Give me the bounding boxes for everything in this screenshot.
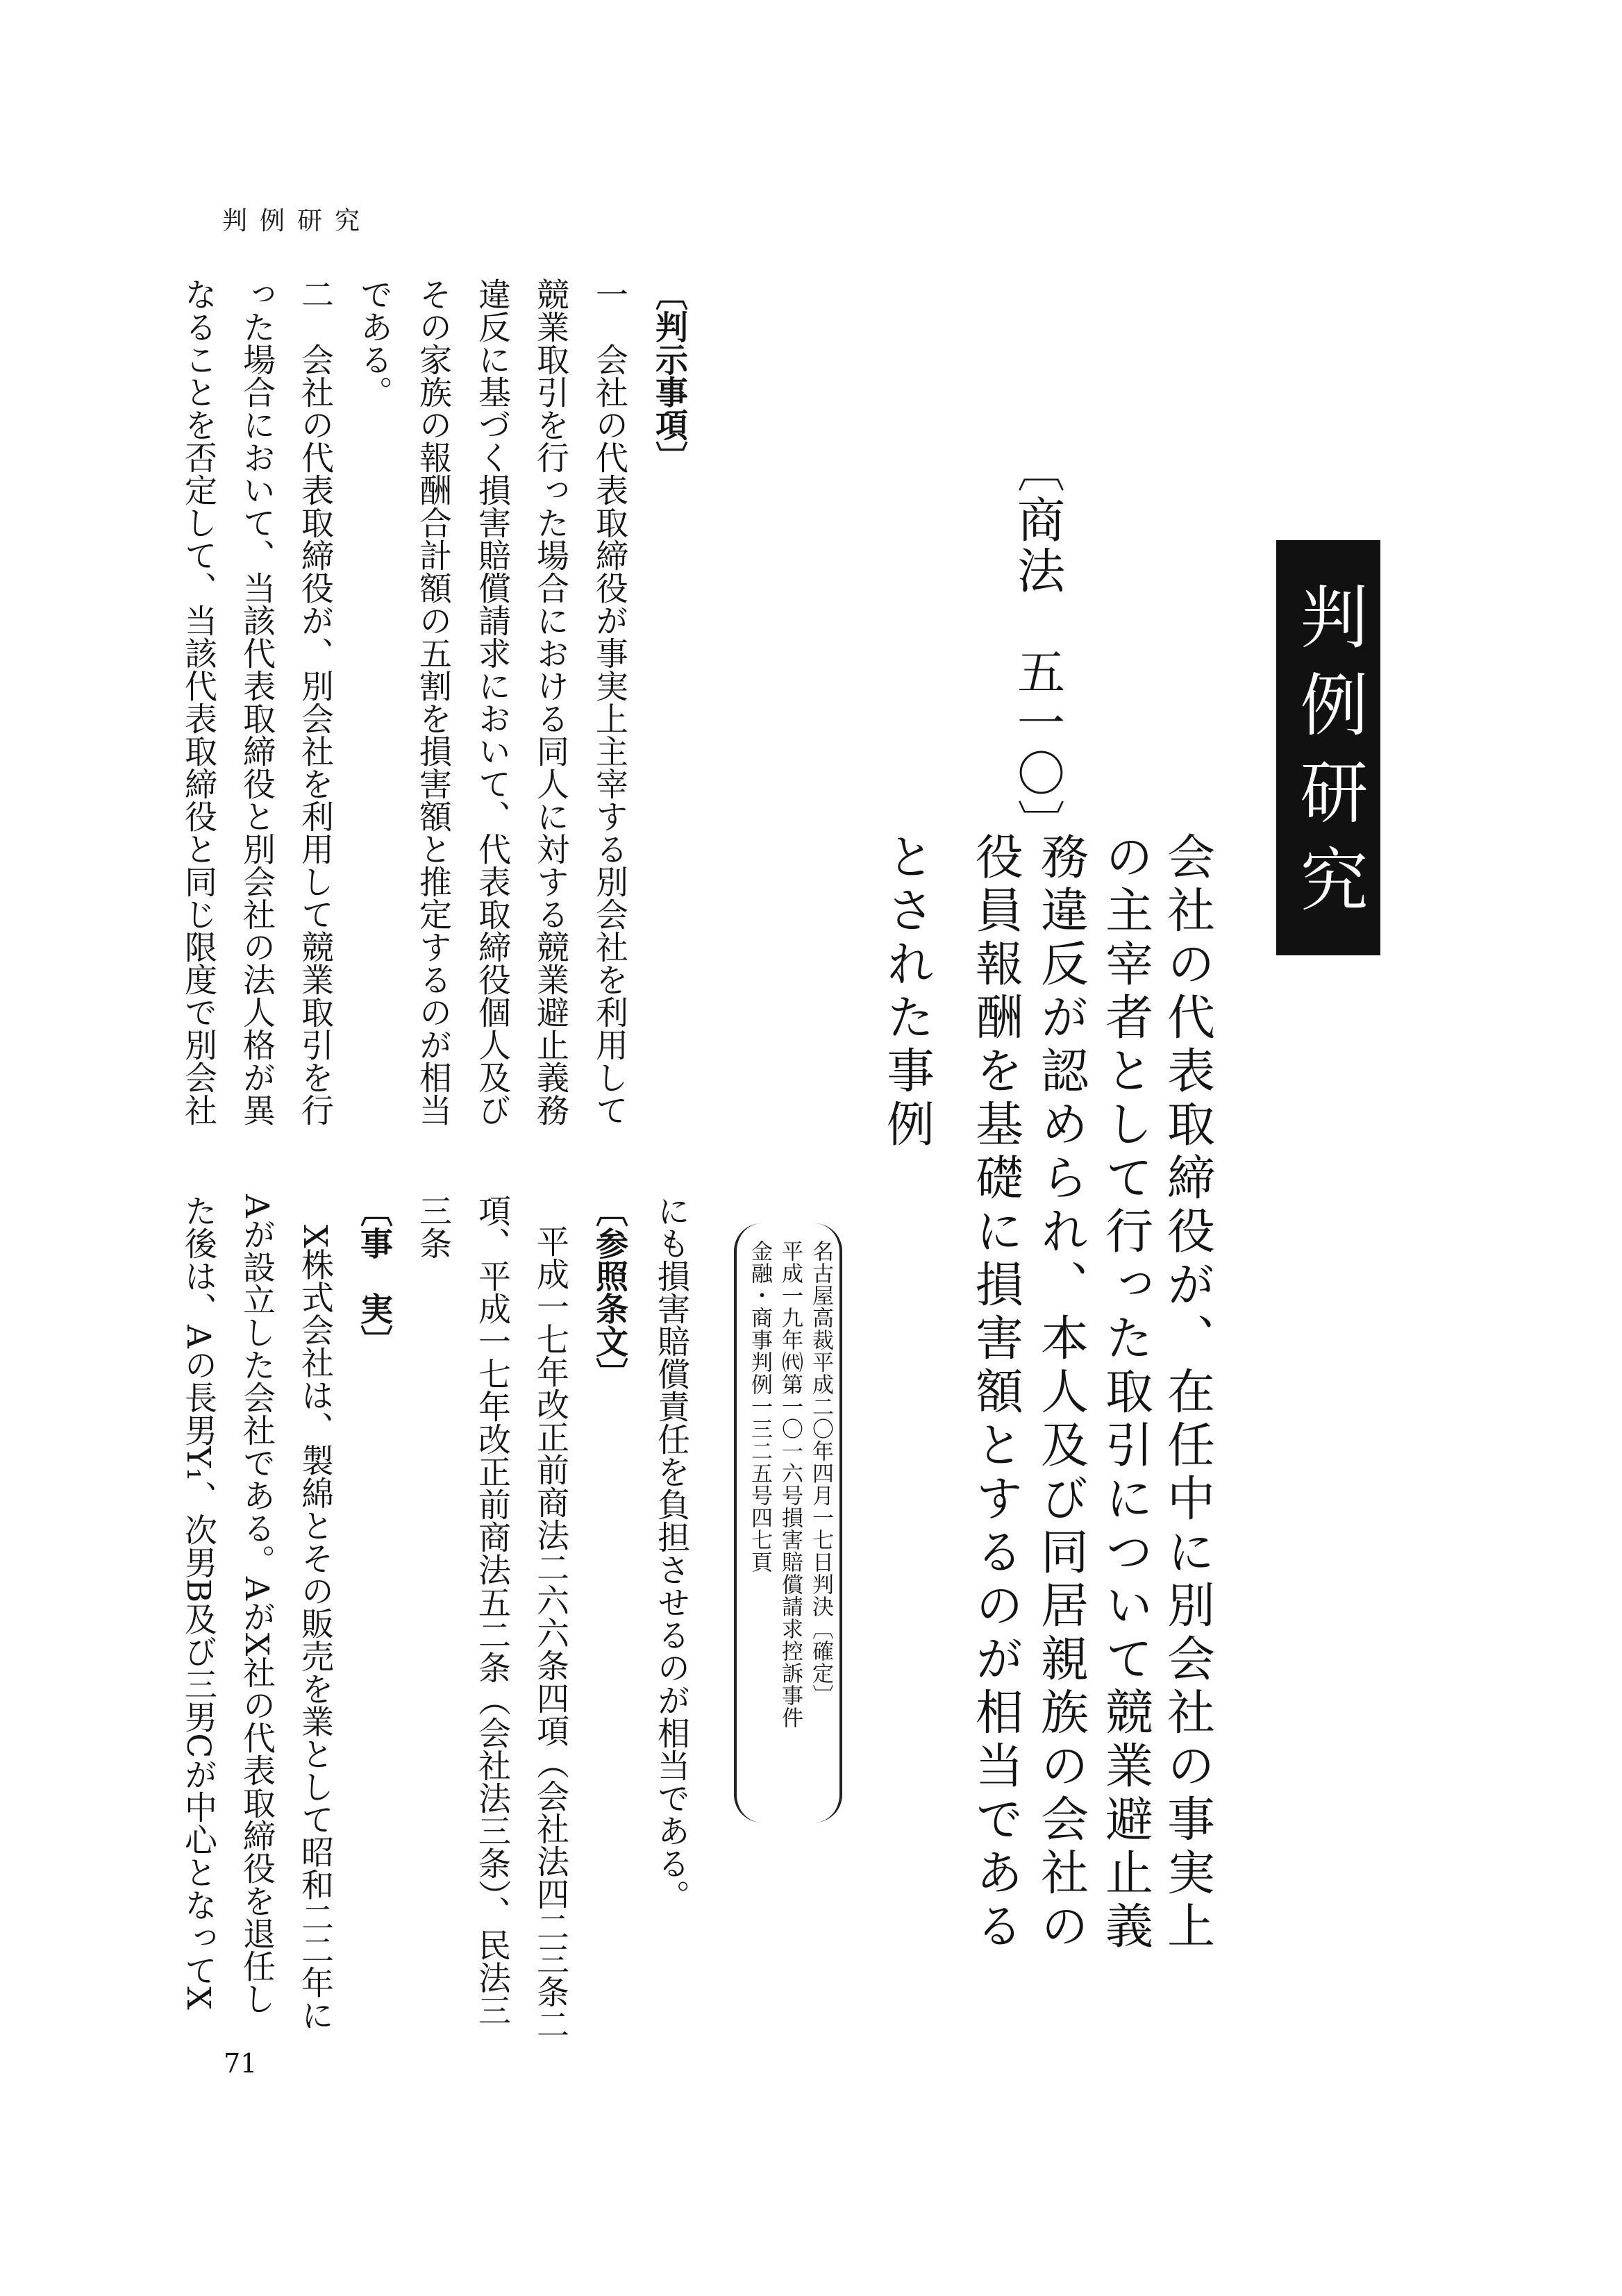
- upper-column-5: その家族の報酬合計額の五割を損害額と推定するのが相当: [414, 278, 452, 1126]
- upper-column-4: 違反に基づく損害賠償請求において、代表取締役個人及び: [473, 278, 511, 1126]
- title-line-5: とされた事例: [878, 832, 934, 1153]
- upper-column-3: 競業取引を行った場合における同人に対する競業避止義務: [531, 278, 569, 1126]
- title-line-1: 会社の代表取締役が、在任中に別会社の事実上: [1159, 832, 1214, 1954]
- lower-column-8: Aが設立した会社である。AがX社の代表取締役を退任し: [237, 1194, 276, 2016]
- title-line-4: 役員報酬を基礎に損害額とするのが相当である: [967, 832, 1023, 1954]
- upper-column-6: である。: [355, 278, 393, 408]
- running-header: 判例研究: [222, 207, 373, 235]
- lower-column-3: 平成一七年改正前商法二六六条四項（会社法四二三条二: [531, 1225, 569, 2041]
- upper-column-2: 一 会社の代表取締役が事実上主宰する別会社を利用して: [590, 278, 628, 1126]
- page-number: 71: [224, 2048, 258, 2079]
- judgment-points-heading: 〔判示事項〕: [650, 278, 688, 474]
- banner-text: 判例研究: [1289, 582, 1368, 932]
- upper-column-9: なることを否定して、当該代表取締役と同じ限度で別会社: [179, 278, 217, 1126]
- lower-column-1: にも損害賠償責任を負担させるのが相当である。: [652, 1194, 690, 1912]
- lower-column-9: た後は、Aの長男Y₁、次男B及び三男Cが中心となってX: [179, 1194, 217, 2010]
- upper-column-7: 二 会社の代表取締役が、別会社を利用して競業取引を行: [296, 278, 334, 1126]
- facts-heading: 〔事 実〕: [355, 1194, 393, 1357]
- upper-column-8: った場合において、当該代表取締役と別会社の法人格が異: [237, 278, 276, 1126]
- law-reference: 〔商法 五一〇〕: [1009, 444, 1064, 850]
- lower-column-7: X株式会社は、製綿とその販売を業として昭和二二年に: [296, 1225, 334, 2031]
- citation-block: [734, 1223, 842, 1822]
- citation-line-2: 平成一九年㈹第一〇一六号損害賠償請求控訴事件: [778, 1240, 803, 1729]
- section-banner: [1276, 540, 1380, 955]
- citation-line-3: 金融・商事判例一三二五号四七頁: [747, 1240, 772, 1573]
- reference-articles-heading: 〔参照条文〕: [590, 1194, 628, 1390]
- title-line-2: の主宰者として行った取引について競業避止義: [1097, 832, 1153, 1954]
- title-line-3: 務違反が認められ、本人及び同居親族の会社の: [1032, 832, 1088, 1954]
- lower-column-4: 項、平成一七年改正前商法五二条（会社法三条）、民法三: [473, 1194, 511, 2027]
- citation-line-1: 名古屋高裁平成二〇年四月一七日判決〔確定〕: [808, 1240, 833, 1707]
- lower-column-5: 三条: [414, 1194, 452, 1259]
